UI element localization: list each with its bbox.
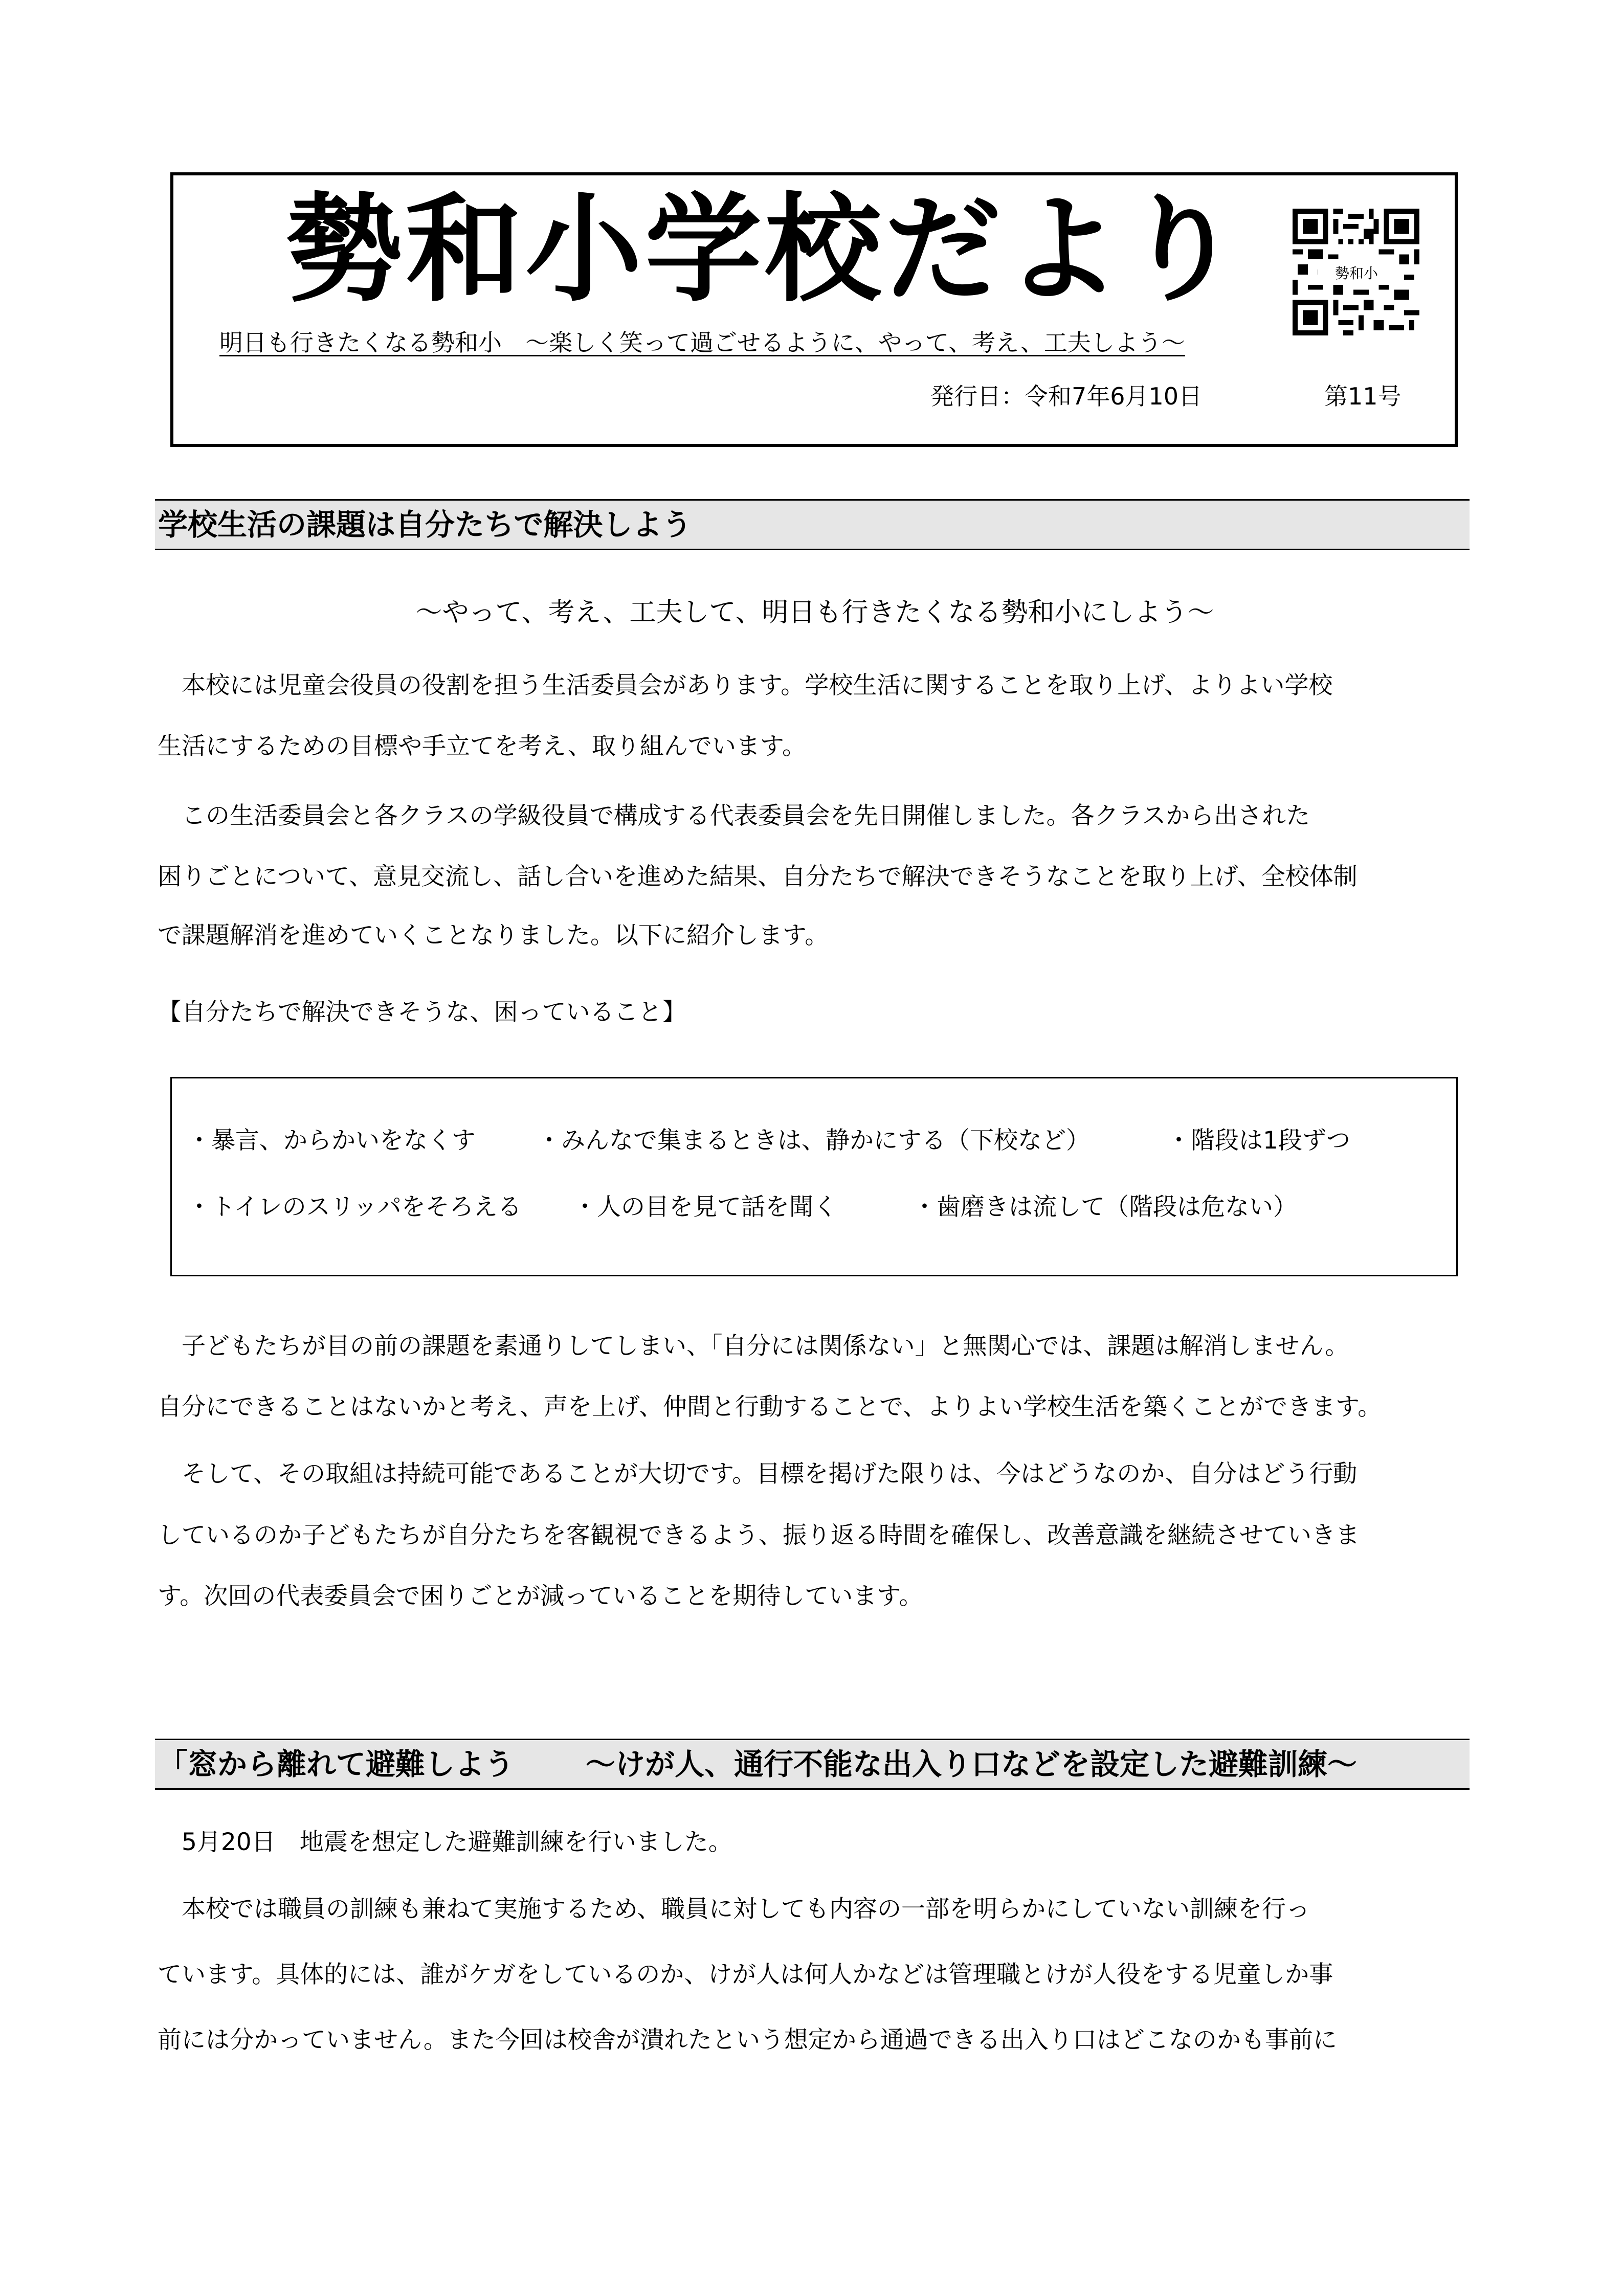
section-tagline: ～やって、考え、工夫して、明日も行きたくなる勢和小にしよう～: [415, 597, 1214, 628]
list-item: ・人の目を見て話を聞く: [573, 1193, 837, 1221]
newsletter-motto: 明日も行きたくなる勢和小 ～楽しく笑って過ごせるように、やって、考え、工夫しよう～: [219, 329, 1185, 356]
list-item: ・歯磨きは流して（階段は危ない）: [913, 1193, 1297, 1221]
list-heading: 【自分たちで解決できそうな、困っていること】: [158, 998, 686, 1026]
masthead: [170, 172, 1458, 447]
section-heading-main: 「窓から離れて避難しよう: [158, 1747, 515, 1782]
list-item: ・暴言、からかいをなくす: [187, 1127, 476, 1155]
paragraph-line: 本校には児童会役員の役割を担う生活委員会があります。学校生活に関することを取り上げ、よりよい学校: [158, 671, 1333, 700]
list-item: ・階段は1段ずつ: [1167, 1127, 1350, 1155]
paragraph-line: しているのか子どもたちが自分たちを客観視できるよう、振り返る時間を確保し、改善意識を継続させていきま: [158, 1521, 1360, 1549]
paragraph-line: 自分にできることはないかと考え、声を上げ、仲間と行動することで、よりよい学校生活を築くことができます。: [158, 1393, 1382, 1421]
section-heading-evacuation-drill: [155, 1739, 1470, 1790]
paragraph-line: 困りごとについて、意見交流し、話し合いを進めた結果、自分たちで解決できそうなことを取り上げ、全校体制: [158, 863, 1358, 891]
paragraph-line: この生活委員会と各クラスの学級役員で構成する代表委員会を先日開催しました。各クラスから出された: [158, 802, 1310, 830]
paragraph-line: そして、その取組は持続可能であることが大切です。目標を掲げた限りは、今はどうなのか、自分はどう行動: [158, 1460, 1358, 1488]
issues-list-box: [170, 1077, 1458, 1276]
paragraph-line: で課題解消を進めていくことなりました。以下に紹介します。: [158, 921, 829, 950]
section-heading-student-issues: 学校生活の課題は自分たちで解決しよう: [155, 499, 1470, 550]
paragraph-line: 生活にするための目標や手立てを考え、取り組んでいます。: [158, 732, 807, 760]
paragraph-line: 前には分かっていません。また今回は校舎が潰れたという想定から通過できる出入り口はどこなのかも事前に: [158, 2026, 1337, 2054]
paragraph-line: 子どもたちが目の前の課題を素通りしてしまい、「自分には関係ない」と無関心では、課題は解消しません。: [158, 1332, 1349, 1360]
paragraph-line: ています。具体的には、誰がケガをしているのか、けが人は何人かなどは管理職とけが人役をする児童しか事: [158, 1961, 1333, 1989]
qr-label: 勢和小: [1318, 263, 1395, 284]
newsletter-title: 勢和小学校だより: [286, 182, 1243, 318]
issue-number: 第11号: [1324, 382, 1401, 410]
paragraph-line: す。次回の代表委員会で困りごとが減っていることを期待しています。: [158, 1582, 923, 1610]
paragraph-line: 5月20日 地震を想定した避難訓練を行いました。: [158, 1828, 732, 1856]
issue-date: 発行日：令和7年6月10日: [930, 382, 1203, 410]
paragraph-line: 本校では職員の訓練も兼ねて実施するため、職員に対しても内容の一部を明らかにしていない訓練を行っ: [158, 1895, 1310, 1923]
list-item: ・みんなで集まるときは、静かにする（下校など）: [537, 1127, 1090, 1155]
list-item: ・トイレのスリッパをそろえる: [187, 1193, 522, 1221]
section-heading-sub: ～けが人、通行不能な出入り口などを設定した避難訓練～: [586, 1747, 1358, 1782]
